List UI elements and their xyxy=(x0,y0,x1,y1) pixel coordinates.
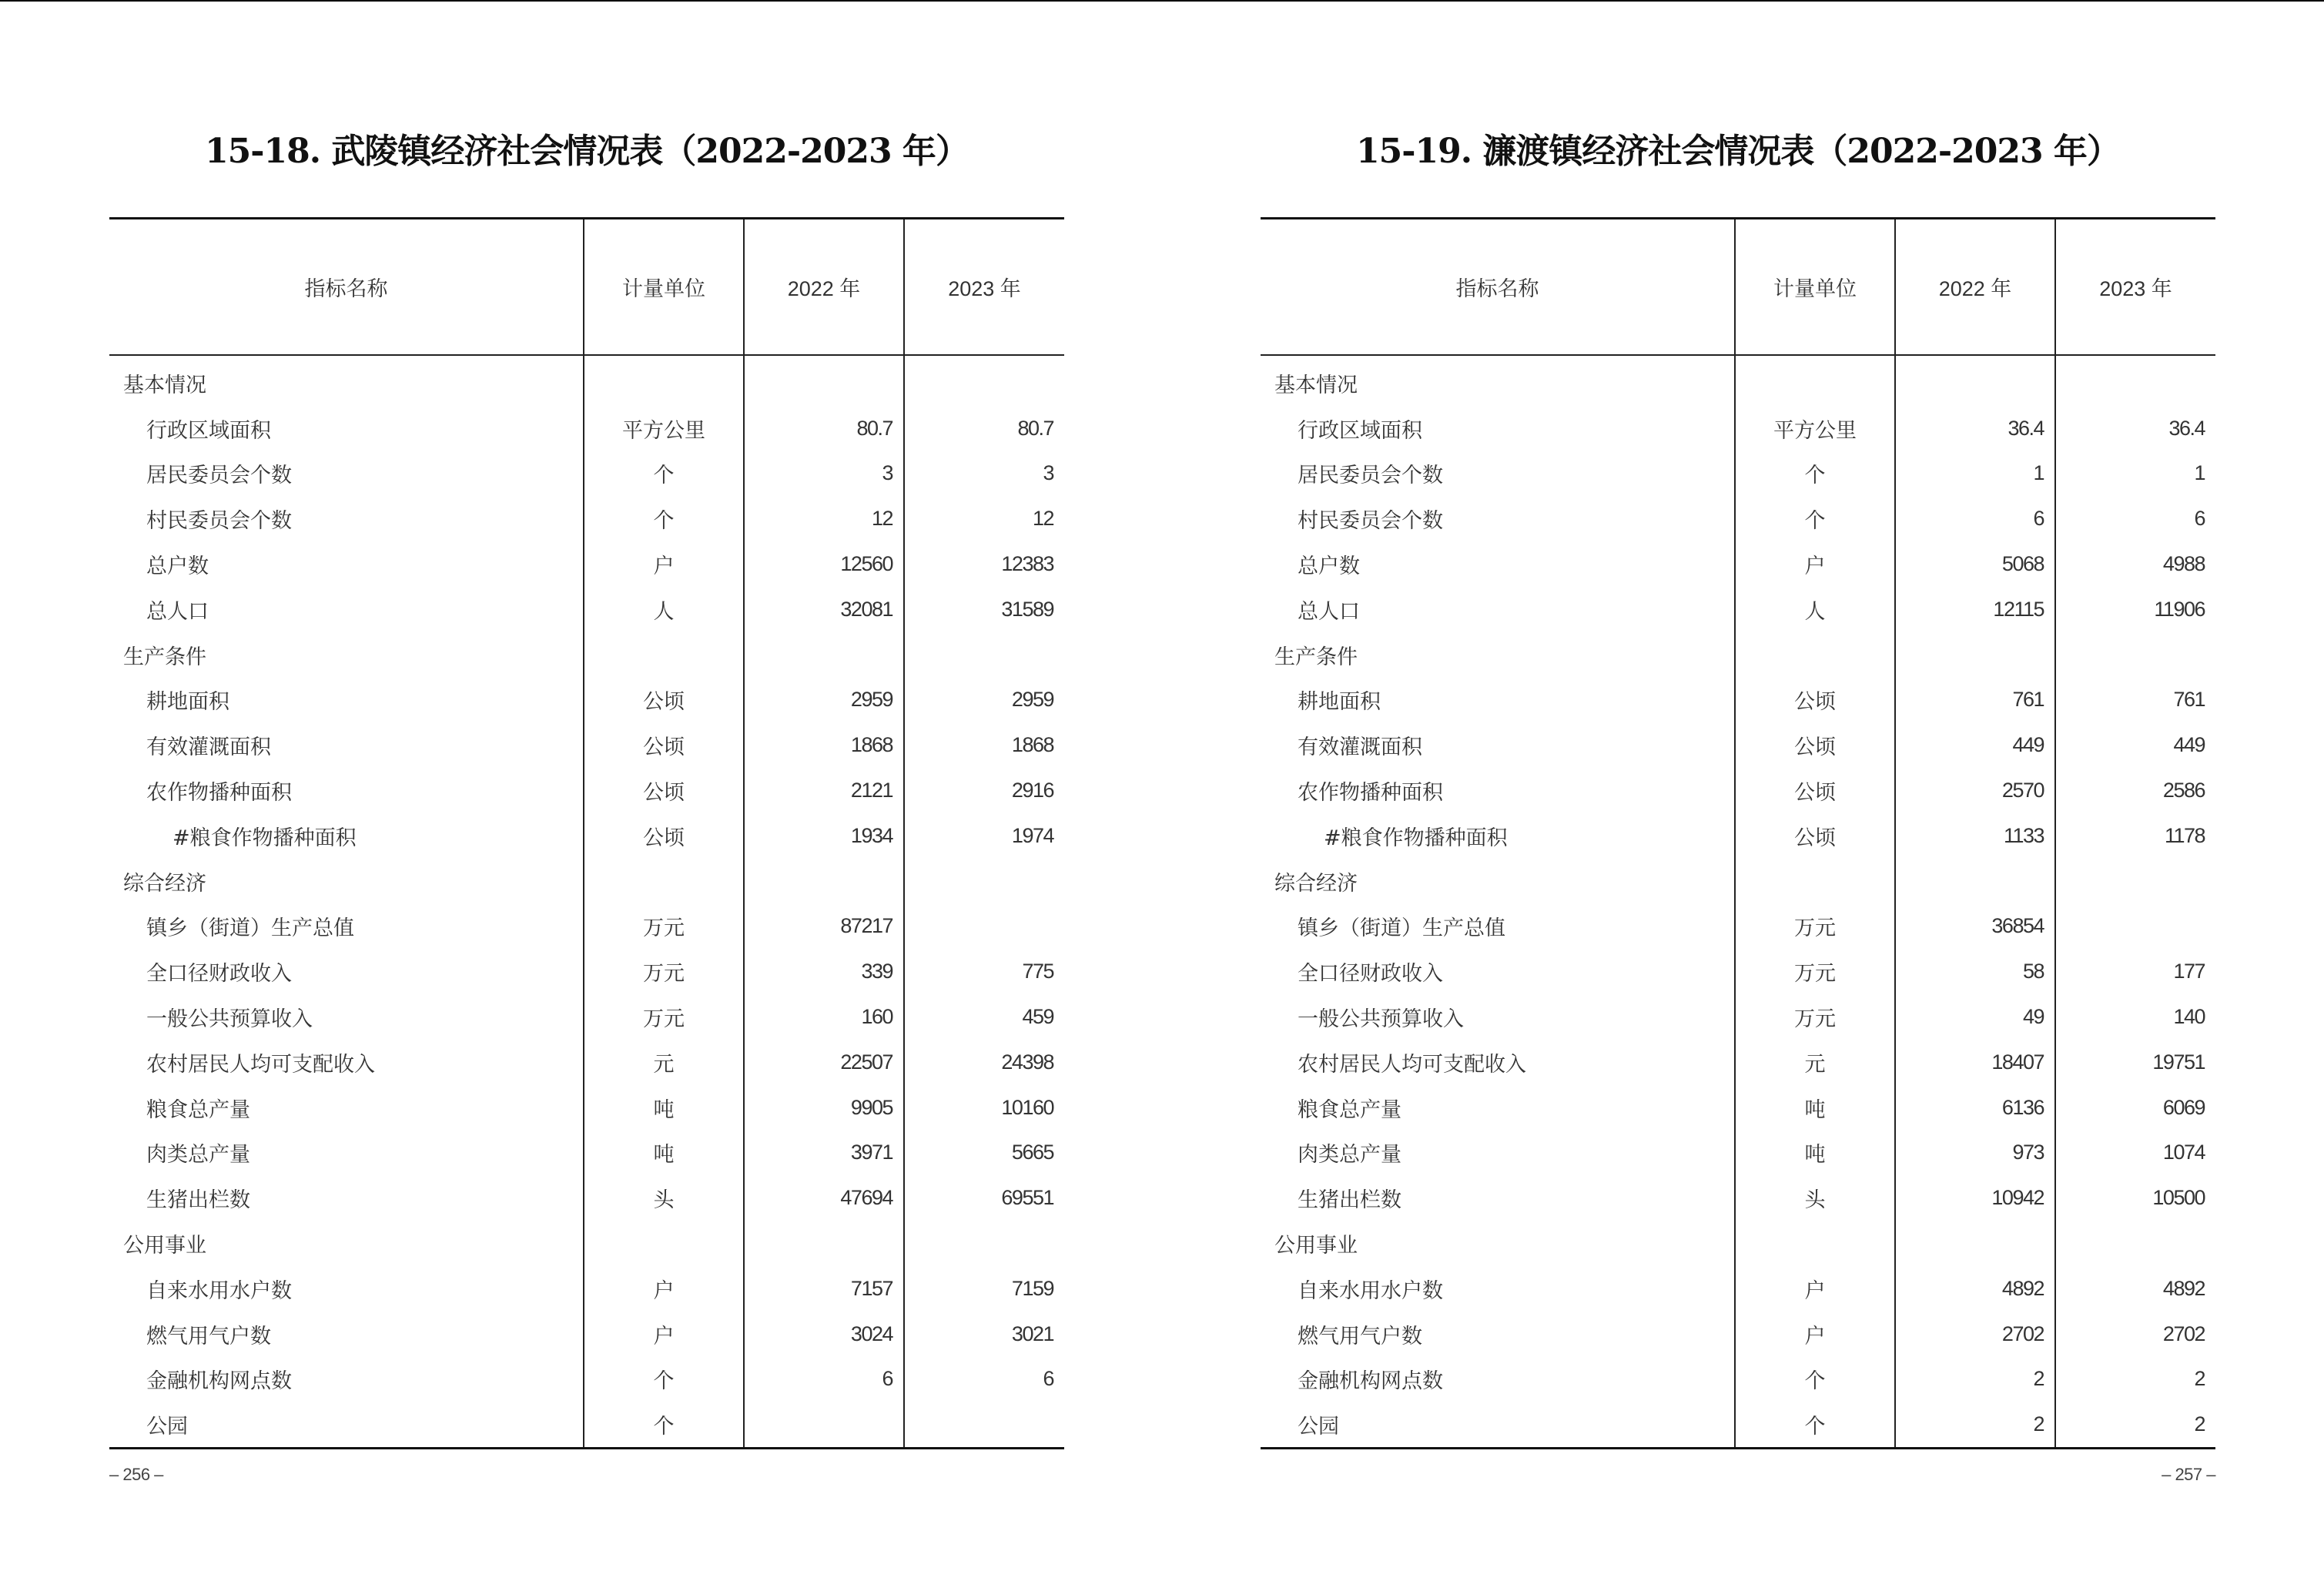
value-2022-cell: 2121 xyxy=(744,768,904,813)
value-2022-cell: 47694 xyxy=(744,1175,904,1221)
unit-cell xyxy=(1735,355,1895,406)
indicator-name-cell: 有效灌溉面积 xyxy=(146,735,271,760)
value-2022-cell xyxy=(744,1221,904,1266)
unit-cell: 人 xyxy=(584,587,744,632)
value-2022-cell: 6 xyxy=(744,1357,904,1402)
unit-cell: 户 xyxy=(584,541,744,587)
unit-cell: 万元 xyxy=(1735,994,1895,1040)
table-row xyxy=(1261,1312,2215,1357)
value-2023-cell xyxy=(904,632,1064,678)
value-2022-cell: 160 xyxy=(744,994,904,1040)
value-2023-cell xyxy=(904,904,1064,950)
value-2023-cell: 1178 xyxy=(2055,813,2215,859)
value-2023-cell: 24398 xyxy=(904,1040,1064,1085)
table-row xyxy=(109,1357,1064,1402)
table-row xyxy=(109,949,1064,994)
unit-cell: 吨 xyxy=(584,1131,744,1176)
section-row xyxy=(1261,859,2215,904)
value-2023-cell: 80.7 xyxy=(904,406,1064,451)
unit-cell: 元 xyxy=(1735,1040,1895,1085)
table-row xyxy=(109,904,1064,950)
value-2022-cell: 18407 xyxy=(1895,1040,2055,1085)
value-2023-cell: 36.4 xyxy=(2055,406,2215,451)
value-2023-cell: 2702 xyxy=(2055,1312,2215,1357)
unit-cell: 户 xyxy=(1735,1312,1895,1357)
section-row xyxy=(1261,355,2215,406)
value-2023-cell: 6069 xyxy=(2055,1085,2215,1131)
indicator-name-cell: 镇乡（街道）生产总值 xyxy=(1298,916,1505,941)
indicator-name-cell: 生产条件 xyxy=(123,645,206,669)
unit-cell: 头 xyxy=(584,1175,744,1221)
unit-cell: 户 xyxy=(584,1312,744,1357)
value-2022-cell: 1 xyxy=(1895,451,2055,497)
unit-cell xyxy=(584,632,744,678)
section-row xyxy=(109,1221,1064,1266)
indicator-name-cell: 金融机构网点数 xyxy=(1298,1369,1443,1394)
value-2022-cell: 10942 xyxy=(1895,1175,2055,1221)
value-2022-cell: 22507 xyxy=(744,1040,904,1085)
value-2022-cell xyxy=(1895,1221,2055,1266)
indicator-name-cell: 公用事业 xyxy=(123,1234,206,1258)
value-2023-cell xyxy=(904,1402,1064,1448)
unit-cell: 元 xyxy=(584,1040,744,1085)
value-2022-cell: 1868 xyxy=(744,722,904,768)
value-2023-cell xyxy=(2055,859,2215,904)
value-2022-cell: 6 xyxy=(1895,496,2055,541)
unit-cell: 公顷 xyxy=(584,678,744,723)
value-2022-cell: 3 xyxy=(744,451,904,497)
indicator-name-cell: 农村居民人均可支配收入 xyxy=(146,1052,375,1077)
header-indicator-name: 指标名称 xyxy=(1261,219,1735,356)
section-row xyxy=(1261,1221,2215,1266)
unit-cell xyxy=(584,355,744,406)
page-right xyxy=(1261,0,2215,1588)
value-2022-cell: 36854 xyxy=(1895,904,2055,950)
indicator-name-cell: #粮食作物播种面积 xyxy=(172,826,357,850)
value-2022-cell: 2702 xyxy=(1895,1312,2055,1357)
value-2022-cell: 5068 xyxy=(1895,541,2055,587)
indicator-name-cell: 公园 xyxy=(146,1415,188,1439)
table-row xyxy=(109,768,1064,813)
unit-cell: 公顷 xyxy=(1735,768,1895,813)
table-row xyxy=(109,1312,1064,1357)
value-2023-cell: 1 xyxy=(2055,451,2215,497)
value-2022-cell: 58 xyxy=(1895,949,2055,994)
section-row xyxy=(109,632,1064,678)
value-2023-cell xyxy=(904,355,1064,406)
table-row xyxy=(109,1131,1064,1176)
value-2023-cell: 11906 xyxy=(2055,587,2215,632)
unit-cell: 个 xyxy=(1735,1357,1895,1402)
value-2022-cell: 12560 xyxy=(744,541,904,587)
table-row xyxy=(1261,406,2215,451)
table-row xyxy=(109,813,1064,859)
indicator-name-cell: 居民委员会个数 xyxy=(146,464,292,488)
value-2022-cell: 1133 xyxy=(1895,813,2055,859)
value-2022-cell: 9905 xyxy=(744,1085,904,1131)
table-title: 15-18. 武陵镇经济社会情况表（2022-2023 年） xyxy=(205,132,969,171)
indicator-name-cell: 基本情况 xyxy=(123,373,206,397)
value-2023-cell xyxy=(2055,904,2215,950)
indicator-name-cell: 耕地面积 xyxy=(1298,690,1381,715)
table-row xyxy=(109,1040,1064,1085)
value-2023-cell: 2916 xyxy=(904,768,1064,813)
value-2022-cell: 6136 xyxy=(1895,1085,2055,1131)
unit-cell xyxy=(1735,1221,1895,1266)
table-row xyxy=(109,1175,1064,1221)
indicator-name-cell: 综合经济 xyxy=(123,871,206,896)
value-2023-cell: 140 xyxy=(2055,994,2215,1040)
unit-cell xyxy=(584,859,744,904)
value-2023-cell: 2 xyxy=(2055,1402,2215,1448)
unit-cell: 个 xyxy=(1735,1402,1895,1448)
value-2023-cell xyxy=(904,1221,1064,1266)
unit-cell xyxy=(1735,632,1895,678)
unit-cell: 公顷 xyxy=(1735,813,1895,859)
table-row xyxy=(1261,1040,2215,1085)
value-2022-cell xyxy=(744,632,904,678)
header-year-2023: 2023 年 xyxy=(904,219,1064,356)
indicator-name-cell: 村民委员会个数 xyxy=(1298,509,1443,534)
indicator-name-cell: 生产条件 xyxy=(1274,645,1358,669)
table-row xyxy=(1261,587,2215,632)
value-2022-cell xyxy=(744,1402,904,1448)
value-2022-cell: 1934 xyxy=(744,813,904,859)
table-row xyxy=(1261,1131,2215,1176)
indicator-name-cell: 村民委员会个数 xyxy=(146,509,292,534)
indicator-name-cell: 行政区域面积 xyxy=(1298,418,1422,443)
unit-cell xyxy=(584,1221,744,1266)
value-2023-cell: 4988 xyxy=(2055,541,2215,587)
value-2022-cell: 973 xyxy=(1895,1131,2055,1176)
indicator-name-cell: 农作物播种面积 xyxy=(1298,781,1443,806)
table-row xyxy=(1261,1085,2215,1131)
unit-cell: 万元 xyxy=(1735,904,1895,950)
unit-cell: 个 xyxy=(584,1402,744,1448)
value-2023-cell: 10500 xyxy=(2055,1175,2215,1221)
value-2023-cell: 2586 xyxy=(2055,768,2215,813)
value-2023-cell: 3021 xyxy=(904,1312,1064,1357)
unit-cell: 吨 xyxy=(584,1085,744,1131)
indicator-name-cell: 自来水用水户数 xyxy=(146,1278,292,1303)
indicator-name-cell: 燃气用气户数 xyxy=(1298,1324,1422,1348)
indicator-name-cell: 有效灌溉面积 xyxy=(1298,735,1422,760)
value-2022-cell: 2959 xyxy=(744,678,904,723)
table-row xyxy=(109,1402,1064,1448)
indicator-name-cell: 一般公共预算收入 xyxy=(146,1007,313,1032)
unit-cell: 头 xyxy=(1735,1175,1895,1221)
table-header-row xyxy=(1261,219,2215,356)
indicator-name-cell: 全口径财政收入 xyxy=(1298,962,1443,987)
value-2022-cell: 87217 xyxy=(744,904,904,950)
table-row xyxy=(1261,768,2215,813)
indicator-name-cell: 粮食总产量 xyxy=(146,1097,250,1122)
table-row xyxy=(1261,451,2215,497)
value-2022-cell: 761 xyxy=(1895,678,2055,723)
value-2023-cell: 69551 xyxy=(904,1175,1064,1221)
value-2023-cell: 12383 xyxy=(904,541,1064,587)
unit-cell: 公顷 xyxy=(584,768,744,813)
value-2022-cell: 7157 xyxy=(744,1266,904,1312)
table-row xyxy=(1261,813,2215,859)
indicator-name-cell: 粮食总产量 xyxy=(1298,1097,1401,1122)
table-row xyxy=(109,496,1064,541)
value-2022-cell: 12115 xyxy=(1895,587,2055,632)
value-2022-cell xyxy=(744,859,904,904)
unit-cell: 公顷 xyxy=(584,722,744,768)
header-year-2023: 2023 年 xyxy=(2055,219,2215,356)
page-left xyxy=(109,0,1064,1588)
table-row xyxy=(109,541,1064,587)
value-2023-cell: 19751 xyxy=(2055,1040,2215,1085)
unit-cell: 户 xyxy=(584,1266,744,1312)
value-2023-cell: 7159 xyxy=(904,1266,1064,1312)
table-row xyxy=(1261,722,2215,768)
value-2022-cell: 449 xyxy=(1895,722,2055,768)
value-2022-cell xyxy=(1895,859,2055,904)
unit-cell: 万元 xyxy=(584,949,744,994)
indicator-name-cell: 总户数 xyxy=(1298,554,1360,579)
indicator-name-cell: 肉类总产量 xyxy=(146,1143,250,1168)
table-row xyxy=(1261,904,2215,950)
unit-cell: 个 xyxy=(1735,496,1895,541)
value-2022-cell: 3024 xyxy=(744,1312,904,1357)
indicator-name-cell: 公园 xyxy=(1298,1415,1339,1439)
unit-cell: 个 xyxy=(584,451,744,497)
table-row xyxy=(1261,678,2215,723)
value-2023-cell: 10160 xyxy=(904,1085,1064,1131)
value-2022-cell: 2570 xyxy=(1895,768,2055,813)
indicator-name-cell: 行政区域面积 xyxy=(146,418,271,443)
table-row xyxy=(1261,994,2215,1040)
value-2022-cell xyxy=(1895,355,2055,406)
section-row xyxy=(1261,632,2215,678)
table-row xyxy=(1261,1357,2215,1402)
unit-cell: 公顷 xyxy=(584,813,744,859)
unit-cell: 万元 xyxy=(1735,949,1895,994)
indicator-name-cell: 农作物播种面积 xyxy=(146,781,292,806)
value-2022-cell xyxy=(744,355,904,406)
unit-cell: 个 xyxy=(584,496,744,541)
value-2022-cell: 2 xyxy=(1895,1357,2055,1402)
value-2022-cell: 32081 xyxy=(744,587,904,632)
value-2023-cell: 6 xyxy=(904,1357,1064,1402)
indicator-name-cell: 生猪出栏数 xyxy=(1298,1188,1401,1213)
page-number: – 256 – xyxy=(109,1465,163,1484)
table-row xyxy=(109,678,1064,723)
value-2023-cell: 1974 xyxy=(904,813,1064,859)
stats-table xyxy=(1261,217,2215,1449)
value-2023-cell xyxy=(2055,1221,2215,1266)
value-2023-cell: 31589 xyxy=(904,587,1064,632)
indicator-name-cell: 综合经济 xyxy=(1274,871,1358,896)
value-2023-cell xyxy=(2055,632,2215,678)
unit-cell: 吨 xyxy=(1735,1131,1895,1176)
indicator-name-cell: 居民委员会个数 xyxy=(1298,464,1443,488)
unit-cell: 万元 xyxy=(584,904,744,950)
table-row xyxy=(1261,1175,2215,1221)
indicator-name-cell: 全口径财政收入 xyxy=(146,962,292,987)
value-2023-cell: 5665 xyxy=(904,1131,1064,1176)
header-year-2022: 2022 年 xyxy=(744,219,904,356)
value-2022-cell: 12 xyxy=(744,496,904,541)
unit-cell: 公顷 xyxy=(1735,678,1895,723)
value-2023-cell: 1074 xyxy=(2055,1131,2215,1176)
value-2023-cell: 761 xyxy=(2055,678,2215,723)
header-indicator-name: 指标名称 xyxy=(109,219,584,356)
indicator-name-cell: 总人口 xyxy=(146,599,209,624)
table-row xyxy=(1261,1402,2215,1448)
indicator-name-cell: 自来水用水户数 xyxy=(1298,1278,1443,1303)
stats-table xyxy=(109,217,1064,1449)
value-2022-cell xyxy=(1895,632,2055,678)
value-2023-cell: 6 xyxy=(2055,496,2215,541)
unit-cell: 户 xyxy=(1735,1266,1895,1312)
value-2023-cell xyxy=(904,859,1064,904)
unit-cell: 人 xyxy=(1735,587,1895,632)
indicator-name-cell: 镇乡（街道）生产总值 xyxy=(146,916,354,941)
header-year-2022: 2022 年 xyxy=(1895,219,2055,356)
value-2022-cell: 4892 xyxy=(1895,1266,2055,1312)
value-2022-cell: 80.7 xyxy=(744,406,904,451)
table-row xyxy=(109,1085,1064,1131)
section-row xyxy=(109,355,1064,406)
indicator-name-cell: #粮食作物播种面积 xyxy=(1324,826,1508,850)
unit-cell: 户 xyxy=(1735,541,1895,587)
value-2023-cell: 1868 xyxy=(904,722,1064,768)
page-number: – 257 – xyxy=(2162,1465,2215,1484)
table-row xyxy=(109,722,1064,768)
indicator-name-cell: 农村居民人均可支配收入 xyxy=(1298,1052,1526,1077)
indicator-name-cell: 公用事业 xyxy=(1274,1234,1358,1258)
table-row xyxy=(109,587,1064,632)
unit-cell: 吨 xyxy=(1735,1085,1895,1131)
value-2023-cell: 177 xyxy=(2055,949,2215,994)
table-row xyxy=(109,451,1064,497)
value-2022-cell: 49 xyxy=(1895,994,2055,1040)
indicator-name-cell: 生猪出栏数 xyxy=(146,1188,250,1213)
value-2023-cell: 4892 xyxy=(2055,1266,2215,1312)
value-2022-cell: 36.4 xyxy=(1895,406,2055,451)
table-row xyxy=(1261,541,2215,587)
value-2022-cell: 339 xyxy=(744,949,904,994)
indicator-name-cell: 金融机构网点数 xyxy=(146,1369,292,1394)
indicator-name-cell: 燃气用气户数 xyxy=(146,1324,271,1348)
unit-cell: 个 xyxy=(1735,451,1895,497)
unit-cell: 个 xyxy=(584,1357,744,1402)
header-unit: 计量单位 xyxy=(584,219,744,356)
header-unit: 计量单位 xyxy=(1735,219,1895,356)
indicator-name-cell: 肉类总产量 xyxy=(1298,1143,1401,1168)
table-header-row xyxy=(109,219,1064,356)
unit-cell: 万元 xyxy=(584,994,744,1040)
value-2023-cell: 449 xyxy=(2055,722,2215,768)
section-row xyxy=(109,859,1064,904)
unit-cell xyxy=(1735,859,1895,904)
value-2023-cell: 3 xyxy=(904,451,1064,497)
value-2023-cell: 459 xyxy=(904,994,1064,1040)
table-row xyxy=(109,1266,1064,1312)
indicator-name-cell: 总户数 xyxy=(146,554,209,579)
unit-cell: 平方公里 xyxy=(584,406,744,451)
indicator-name-cell: 耕地面积 xyxy=(146,690,229,715)
value-2023-cell: 775 xyxy=(904,949,1064,994)
value-2023-cell: 2959 xyxy=(904,678,1064,723)
value-2023-cell: 12 xyxy=(904,496,1064,541)
value-2023-cell xyxy=(2055,355,2215,406)
table-row xyxy=(109,406,1064,451)
table-row xyxy=(1261,949,2215,994)
value-2022-cell: 2 xyxy=(1895,1402,2055,1448)
table-row xyxy=(1261,496,2215,541)
value-2023-cell: 2 xyxy=(2055,1357,2215,1402)
table-title: 15-19. 濂渡镇经济社会情况表（2022-2023 年） xyxy=(1356,132,2120,171)
value-2022-cell: 3971 xyxy=(744,1131,904,1176)
table-row xyxy=(109,994,1064,1040)
indicator-name-cell: 一般公共预算收入 xyxy=(1298,1007,1464,1032)
unit-cell: 平方公里 xyxy=(1735,406,1895,451)
indicator-name-cell: 总人口 xyxy=(1298,599,1360,624)
table-row xyxy=(1261,1266,2215,1312)
unit-cell: 公顷 xyxy=(1735,722,1895,768)
indicator-name-cell: 基本情况 xyxy=(1274,373,1358,397)
